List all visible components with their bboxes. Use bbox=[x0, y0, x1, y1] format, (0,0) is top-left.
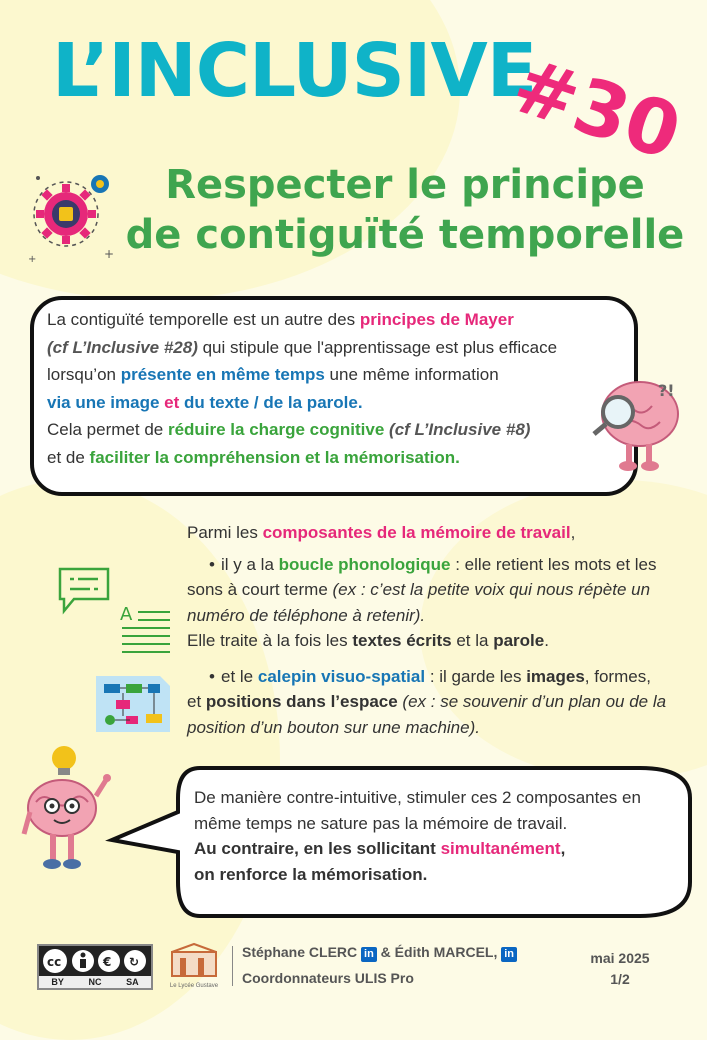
mayer-principles-highlight: principes de Mayer bbox=[359, 310, 514, 329]
simultaneously-highlight: simultanément bbox=[440, 839, 561, 858]
reference-8: (cf L’Inclusive #8) bbox=[384, 420, 531, 439]
positions-bold: positions dans l’espace bbox=[205, 692, 398, 711]
author-marcel: & Édith MARCEL, bbox=[376, 944, 498, 960]
license-by: BY bbox=[51, 977, 64, 987]
linkedin-icon[interactable]: in bbox=[501, 947, 517, 962]
phonological-example: (ex : c’est la petite voix qui nous répète un numéro de téléphone à retenir). bbox=[187, 580, 651, 625]
speech-bold: parole bbox=[493, 631, 545, 650]
flowchart-icon bbox=[96, 676, 170, 732]
text-lines-icon bbox=[118, 604, 172, 656]
school-logo-graphic bbox=[168, 942, 220, 978]
svg-text:?!: ?! bbox=[658, 381, 675, 400]
cognitive-load-highlight: réduire la charge cognitive bbox=[167, 420, 385, 439]
bullet: • bbox=[209, 666, 215, 686]
school-logo bbox=[168, 942, 220, 988]
issue-number: #30 bbox=[502, 40, 692, 178]
page-title: L’INCLUSIVE bbox=[52, 28, 537, 114]
comprehension-highlight: faciliter la compréhension et la mémorisation. bbox=[89, 447, 460, 467]
authors-role: Coordonnateurs ULIS Pro bbox=[242, 970, 414, 986]
svg-text:↻: ↻ bbox=[129, 955, 140, 969]
intro-text-part: La contiguïté temporelle est un autre des bbox=[47, 310, 360, 329]
svg-text:+: + bbox=[104, 247, 115, 261]
written-texts-bold: textes écrits bbox=[352, 631, 452, 650]
bullet: • bbox=[209, 554, 215, 574]
memory-intro bbox=[187, 520, 667, 546]
gear-brain-icon bbox=[26, 170, 121, 265]
same-time-highlight: présente en même temps bbox=[120, 365, 325, 384]
images-bold: images bbox=[526, 666, 585, 686]
svg-text:A: A bbox=[120, 604, 133, 625]
and-highlight: et bbox=[159, 392, 184, 412]
linkedin-icon[interactable]: in bbox=[361, 947, 377, 962]
subtitle bbox=[120, 160, 690, 260]
memory-text-part: il y a la bbox=[221, 554, 279, 574]
page-number: 1/2 bbox=[610, 971, 630, 987]
subtitle-line-1: Respecter le principe bbox=[165, 162, 645, 208]
memory-text-part: et la bbox=[451, 631, 494, 650]
brain-magnifier-icon bbox=[588, 372, 688, 476]
intro-text bbox=[47, 306, 627, 471]
bubble-line: De manière contre-intuitive, stimuler ces 2 composantes en même temps ne sature pas la mémoire de travail. bbox=[194, 788, 641, 833]
memory-text-part: : elle retient les mots et les sons à court terme bbox=[187, 554, 657, 599]
svg-text:€: € bbox=[103, 955, 112, 969]
memory-text-part: : il garde les bbox=[425, 666, 527, 686]
license-nc: NC bbox=[88, 977, 102, 987]
memory-text-part: Parmi les bbox=[187, 523, 263, 542]
cc-symbols bbox=[39, 946, 151, 976]
intro-text-part: une même information bbox=[324, 365, 499, 384]
school-logo-caption: Le Lycée Gustave bbox=[169, 983, 219, 989]
memory-text-part: , bbox=[570, 523, 576, 542]
subtitle-line-2: de contiguïté temporelle bbox=[125, 212, 685, 258]
authors bbox=[242, 944, 517, 962]
bubble-bold: Au contraire, en les sollicitant bbox=[194, 839, 441, 858]
bubble-text bbox=[194, 785, 684, 887]
visuospatial-item bbox=[187, 664, 667, 741]
svg-text:+: + bbox=[28, 254, 37, 265]
phonological-loop-item bbox=[187, 552, 667, 654]
memory-text-part: Elle traite à la fois les bbox=[187, 631, 353, 650]
publication-date: mai 2025 bbox=[590, 950, 650, 966]
memory-section bbox=[187, 520, 667, 740]
visuospatial-example: (ex : se souvenir d’un plan ou de la position d’un bouton sur une machine). bbox=[187, 692, 667, 737]
working-memory-highlight: composantes de la mémoire de travail bbox=[262, 523, 571, 542]
image-highlight: via une image bbox=[47, 392, 160, 412]
chat-lines-icon bbox=[56, 565, 112, 617]
memory-text-part: et le bbox=[221, 666, 258, 686]
reference-28: (cf L’Inclusive #28) bbox=[47, 337, 198, 357]
visuospatial-highlight: calepin visuo-spatial bbox=[257, 666, 426, 686]
text-speech-highlight: du texte / de la parole. bbox=[184, 392, 363, 412]
author-clerc: Stéphane CLERC bbox=[242, 944, 358, 960]
license-sa: SA bbox=[126, 977, 139, 987]
memory-text-part: . bbox=[544, 631, 549, 650]
intro-text-part: Cela permet de bbox=[47, 420, 168, 439]
phonological-loop-highlight: boucle phonologique bbox=[278, 554, 451, 574]
footer-divider bbox=[232, 946, 233, 986]
bubble-bold: , bbox=[560, 839, 566, 858]
intro-text-part: et de bbox=[47, 447, 90, 467]
intro-text-part: qui stipule que l'apprentissage est plus efficace lorsqu’on bbox=[47, 337, 558, 384]
memory-text-part: , formes, et bbox=[187, 666, 651, 711]
bubble-conclusion: on renforce la mémorisation. bbox=[194, 864, 428, 884]
creative-commons-icon bbox=[37, 944, 153, 990]
svg-text:cc: cc bbox=[47, 955, 62, 969]
